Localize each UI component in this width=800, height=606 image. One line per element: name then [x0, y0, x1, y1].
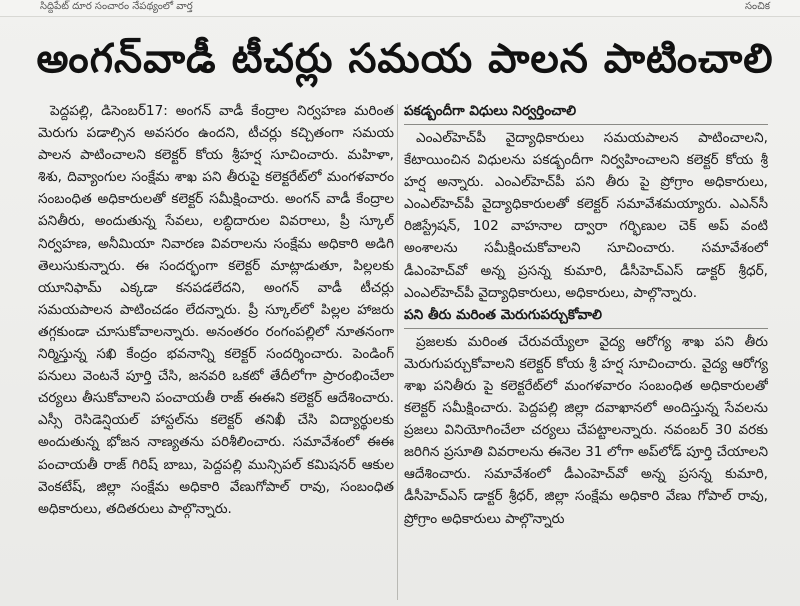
- subheading-rule: [404, 124, 768, 125]
- article-headline: అంగన్‌వాడీ టీచర్లు సమయ పాలన పాటించాలి: [36, 36, 774, 82]
- subheading-strict-duties: పకడ్బందీగా విధులు నిర్వర్తించాలి: [404, 103, 577, 119]
- left-column: [38, 100, 394, 600]
- right-column-paragraph-1: ఎంఎల్‌హెచ్‌పీ వైద్యాధికారులు సమయపాలన పాటించాలని, కేటాయించిన విధులను పకడ్బందీగా నిర్వహించాలని కలెక్టర్ కోయ శ్రీ హర్ష అన్నారు. ఎంఎల్‌హెచ్‌పీ పని తీరు పై ప్రోగ్రాం అధికారులు, ఎంఎల్‌హెచ్‌పీ వైద్యాధికారులతో కలెక్టర్ సమావేశమయ్యారు. ఎఎన్‌సీ రిజిస్ట్రేషన్, 102 వాహనాల ద్వారా గర్భిణుల చెక్ అప్ వంటి అంశాలను సమీక్షించుకోవాలని సూచించారు. సమావేశంలో డీఎంహెచ్‌వో అన్న ప్రసన్న కుమారి, డీసీహెచ్ఎస్ డాక్టర్ శ్రీధర్, ఎంఎల్‌హెచ్‌పీ వైద్యాధికారులు, అధికారులు, పాల్గొన్నారు.: [404, 130, 768, 301]
- subheading-improve-performance: పని తీరు మరింత మెరుగుపర్చుకోవాలి: [404, 306, 603, 323]
- left-column-paragraph: పెద్దపల్లి, డిసెంబర్17: అంగన్ వాడీ కేంద్రాల నిర్వహణ మరింత మెరుగు పడాల్సిన అవసరం ఉందని, టీచర్లు కచ్చితంగా సమయ పాలన పాటించాలని కలెక్టర్ కోయ శ్రీహర్ష సూచించారు. మహిళా, శిశు, దివ్యాంగుల సంక్షేమ శాఖ పని తీరుపై కలెక్టరేట్‌లో మంగళవారం సంబంధిత అధికారులతో కలెక్టర్ సమీక్షించారు. అంగన్ వాడీ కేంద్రాల పనితీరు, అందుతున్న సేవలు, లబ్ధిదారుల వివరాలు, ప్రీ స్కూల్ నిర్వహణ, అనీమియా నివారణ వివరాలను సంక్షేమ అధికారి అడిగి తెలుసుకున్నారు. ఈ సందర్భంగా కలెక్టర్ మాట్లాడుతూ, పిల్లలకు యూనిఫామ్ ఎక్కడా కనపడలేదని, అంగన్ వాడీ టీచర్లు సమయపాలన పాటించడం లేదన్నారు. ప్రీ స్కూల్‌లో పిల్లల హాజరు తగ్గకుండా చూసుకోవాలన్నారు. అనంతరం రంగంపల్లిలో నూతనంగా నిర్మిస్తున్న సఖి కేంద్రం భవనాన్ని కలెక్టర్ సందర్శించారు. పెండింగ్ పనులు వెంటనే పూర్తి చేసి, జనవరి ఒకటో తేదీలోగా ప్రారంభించేలా చర్యలు తీసుకోవాలని పంచాయతీ రాజ్ ఈఈని కలెక్టర్ ఆదేశించారు. ఎస్సీ రెసిడెన్షియల్ హాస్టల్‌ను కలెక్టర్ తనిఖీ చేసి విద్యార్థులకు అందుతున్న భోజన నాణ్యతను పరిశీలించారు. సమావేశంలో ఈఈ పంచాయతీ రాజ్ గిరిష్ బాబు, పెద్దపల్లి మున్సిపల్ కమిషనర్ ఆకుల వెంకటేష్, జిల్లా సంక్షేమ అధికారి వేణుగోపాల్ రావు, సంబంధిత అధికారులు, తదితరులు పాల్గొన్నారు.: [38, 103, 394, 517]
- subheading-rule: [404, 328, 768, 329]
- top-strip-left-text: సిద్దిపేట్ దూర సంచారం నేపథ్యంలో వార్త: [40, 1, 193, 12]
- top-strip-right-text: సంచిక: [745, 1, 770, 12]
- previous-article-strip: [0, 0, 800, 17]
- right-column: [404, 100, 768, 600]
- column-divider: [397, 104, 398, 600]
- right-column-paragraph-2: ప్రజలకు మరింత చేరువయ్యేలా వైద్య ఆరోగ్య శాఖ పని తీరు మెరుగుపర్చుకోవాలని కలెక్టర్ కోయ శ్రీ హర్ష సూచించారు. వైద్య ఆరోగ్య శాఖ పనితీరు పై కలెక్టరేట్‌లో మంగళవారం సంబంధిత అధికారులతో కలెక్టర్ సమీక్షించారు. పెద్దపల్లి జిల్లా దవాఖానలో అందిస్తున్న సేవలను ప్రజలు వినియోగించేలా చర్యలు చేపట్టాలన్నారు. నవంబర్ 30 వరకు జరిగిన ప్రసూతి వివరాలను ఈనెల 31 లోగా అప్‌లోడ్ పూర్తి చేయాలని ఆదేశించారు. సమావేశంలో డీఎంహెచ్‌వో అన్న ప్రసన్న కుమారి, డీసీహెచ్ఎస్ డాక్టర్ శ్రీధర్, జిల్లా సంక్షేమ అధికారి వేణు గోపాల్ రావు, ప్రోగ్రాం అధికారులు పాల్గొన్నారు: [404, 333, 768, 527]
